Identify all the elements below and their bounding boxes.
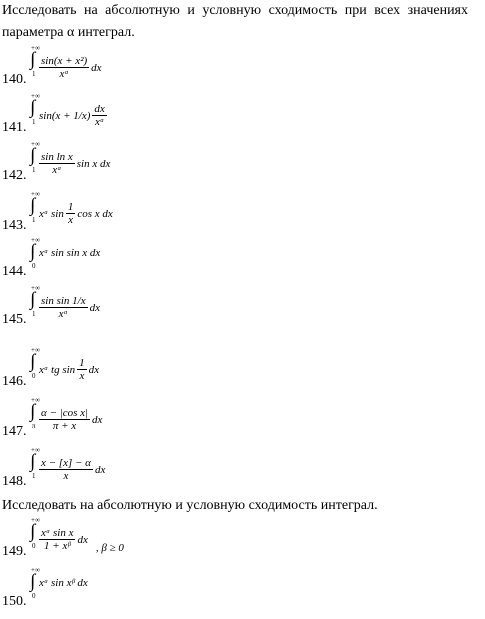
upper-limit: +∞: [31, 190, 40, 198]
integrand-suffix: dx: [88, 363, 100, 376]
integrand-prefix: xᵅ tg sin: [39, 363, 76, 376]
fraction: [39, 55, 89, 80]
numerator: α − |cos x|: [41, 407, 89, 419]
integrand-prefix: xᵅ sin: [39, 207, 64, 220]
integral-sign: ∫: [30, 451, 36, 472]
integral-sign: ∫: [30, 521, 36, 542]
integral-sign: ∫: [30, 351, 36, 372]
numerator: dx: [94, 103, 105, 115]
problem-number: 144.: [2, 264, 27, 279]
denominator: π + x: [52, 420, 77, 432]
integral-sign: ∫: [30, 97, 36, 118]
integrand-suffix: dx: [77, 533, 88, 546]
upper-limit: +∞: [31, 236, 40, 244]
intro-text: Исследовать на абсолютную и условную сходимость при всех значениях параметра α интеграл.: [2, 3, 468, 40]
lower-limit: 0: [32, 372, 36, 380]
fraction: [92, 103, 106, 128]
fraction: [39, 527, 75, 552]
intro-text-2: Исследовать на абсолютную и условную сходимость интеграл.: [2, 498, 378, 513]
lower-limit: 1: [32, 472, 36, 480]
denominator: x: [68, 214, 74, 226]
lower-limit: 0: [32, 542, 36, 550]
problem-number: 142.: [2, 168, 27, 183]
lower-limit: 1: [32, 310, 36, 318]
problem-number: 145.: [2, 312, 27, 327]
problem-number: 149.: [2, 544, 27, 559]
denominator: 1 + xᵝ: [44, 540, 71, 552]
lower-limit: 1: [32, 118, 36, 126]
integral-sign: ∫: [30, 289, 36, 310]
integrand-prefix: xᵅ sin xᵝ dx: [39, 577, 88, 589]
upper-limit: +∞: [31, 140, 40, 148]
integral-sign: ∫: [30, 195, 36, 216]
fraction: [39, 457, 93, 482]
lower-limit: 1: [32, 216, 36, 224]
denominator: xᵅ: [94, 116, 105, 128]
upper-limit: +∞: [31, 346, 40, 354]
numerator: xᵅ sin x: [41, 527, 74, 539]
integral-sign: ∫: [30, 49, 36, 70]
fraction: [39, 407, 90, 432]
integral-sign: ∫: [30, 571, 36, 592]
integrand-suffix: sin x dx: [76, 157, 111, 170]
upper-limit: +∞: [31, 446, 40, 454]
fraction: [66, 201, 76, 226]
integrand-suffix: dx: [89, 301, 101, 314]
problem-number: 150.: [2, 594, 27, 609]
denominator: xᵅ: [52, 164, 62, 176]
upper-limit: +∞: [31, 516, 40, 524]
integrand-prefix: xᵅ sin sin x dx: [39, 247, 101, 259]
problem-number: 148.: [2, 474, 27, 489]
upper-limit: +∞: [31, 92, 40, 100]
integrand-suffix: dx: [92, 413, 103, 426]
integral-sign: ∫: [30, 401, 36, 422]
numerator: sin ln x: [41, 151, 73, 163]
upper-limit: +∞: [31, 396, 40, 404]
integrand-prefix: sin(x + 1/x): [39, 109, 91, 122]
integrand-suffix: cos x dx: [77, 207, 113, 220]
problem-number: 140.: [2, 72, 27, 87]
condition: , β ≥ 0: [95, 541, 124, 554]
lower-limit: π: [32, 422, 36, 430]
problem-number: 146.: [2, 374, 27, 389]
fraction: [77, 357, 87, 382]
integrand-suffix: dx: [91, 61, 102, 74]
upper-limit: +∞: [31, 284, 40, 292]
problem-number: 147.: [2, 424, 27, 439]
fraction: [39, 151, 75, 176]
numerator: 1: [79, 357, 85, 369]
upper-limit: +∞: [31, 44, 40, 52]
lower-limit: 1: [32, 166, 36, 174]
fraction: [39, 295, 88, 320]
denominator: xᵅ: [59, 68, 69, 80]
upper-limit: +∞: [31, 566, 40, 574]
lower-limit: 0: [32, 592, 36, 600]
denominator: x: [63, 470, 69, 482]
lower-limit: 0: [32, 262, 36, 270]
integral-sign: ∫: [30, 241, 36, 262]
problem-number: 141.: [2, 120, 27, 135]
numerator: sin(x + x²): [41, 55, 88, 67]
numerator: sin sin 1/x: [41, 295, 86, 307]
integral-sign: ∫: [30, 145, 36, 166]
denominator: x: [79, 370, 85, 382]
problem-number: 143.: [2, 218, 27, 233]
integrand-suffix: dx: [94, 463, 106, 476]
numerator: 1: [67, 201, 74, 213]
denominator: xᵅ: [58, 308, 68, 320]
lower-limit: 1: [32, 70, 36, 78]
numerator: x − [x] − α: [41, 457, 91, 469]
